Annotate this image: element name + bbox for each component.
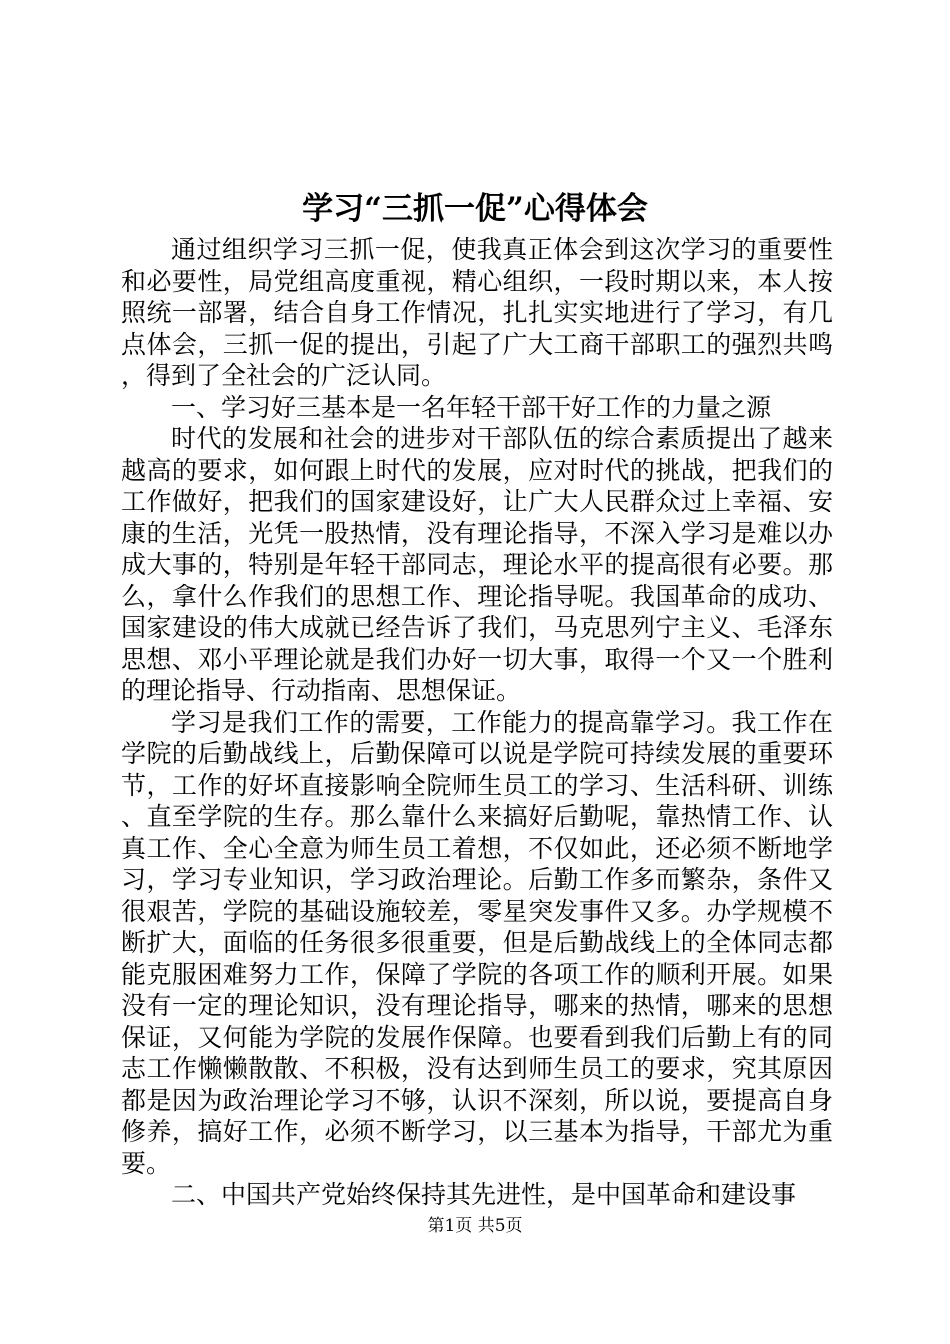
section-heading-2: 二、中国共产党始终保持其先进性，是中国革命和建设事 [171, 1180, 797, 1209]
document-title: 学习“三抓一促”心得体会 [302, 191, 648, 227]
paragraph-intro: 通过组织学习三抓一促，使我真正体会到这次学习的重要性和必要性，局党组高度重视，精心组织，一段时期以来，本人按照统一部署，结合自身工作情况，扎扎实实地进行了学习，有几点体会，三抓一促的提出，引起了广大工商干部职工的强烈共鸣，得到了全社会的广泛认同。 [121, 235, 833, 390]
paragraph-logistics: 学习是我们工作的需要，工作能力的提高靠学习。我工作在学院的后勤战线上，后勤保障可以说是学院可持续发展的重要环节，工作的好坏直接影响全院师生员工的学习、生活科研、训练、直至学院的生存。那么靠什么来搞好后勤呢，靠热情工作、认真工作、全心全意为师生员工着想，不仅如此，还必须不断地学习，学习专业知识，学习政治理论。后勤工作多而繁杂，条件又很艰苦，学院的基础设施较差，零星突发事件又多。办学规模不断扩大，面临的任务很多很重要，但是后勤战线上的全体同志都能克服困难努力工作，保障了学院的各项工作的顺利开展。如果没有一定的理论知识，没有理论指导，哪来的热情，哪来的思想保证，又何能为学院的发展作保障。也要看到我们后勤上有的同志工作懒懒散散、不积极，没有达到师生员工的要求，究其原因都是因为政治理论学习不够，认识不深刻，所以说，要提高自身修养，搞好工作，必须不断学习，以三基本为指导，干部尤为重要。 [121, 707, 833, 1178]
page-number-footer: 第1页 共5页 [427, 1216, 523, 1236]
document-body [121, 234, 833, 1211]
paragraph-theory: 时代的发展和社会的进步对干部队伍的综合素质提出了越来越高的要求，如何跟上时代的发展，应对时代的挑战，把我们的工作做好，把我们的国家建设好，让广大人民群众过上幸福、安康的生活，光凭一股热情，没有理论指导，不深入学习是难以办成大事的，特别是年轻干部同志，理论水平的提高很有必要。那么，拿什么作我们的思想工作、理论指导呢。我国革命的成功、国家建设的伟大成就已经告诉了我们，马克思列宁主义、毛泽东思想、邓小平理论就是我们办好一切大事，取得一个又一个胜利的理论指导、行动指南、思想保证。 [121, 424, 833, 705]
section-heading-1: 一、学习好三基本是一名年轻干部干好工作的力量之源 [171, 392, 772, 422]
